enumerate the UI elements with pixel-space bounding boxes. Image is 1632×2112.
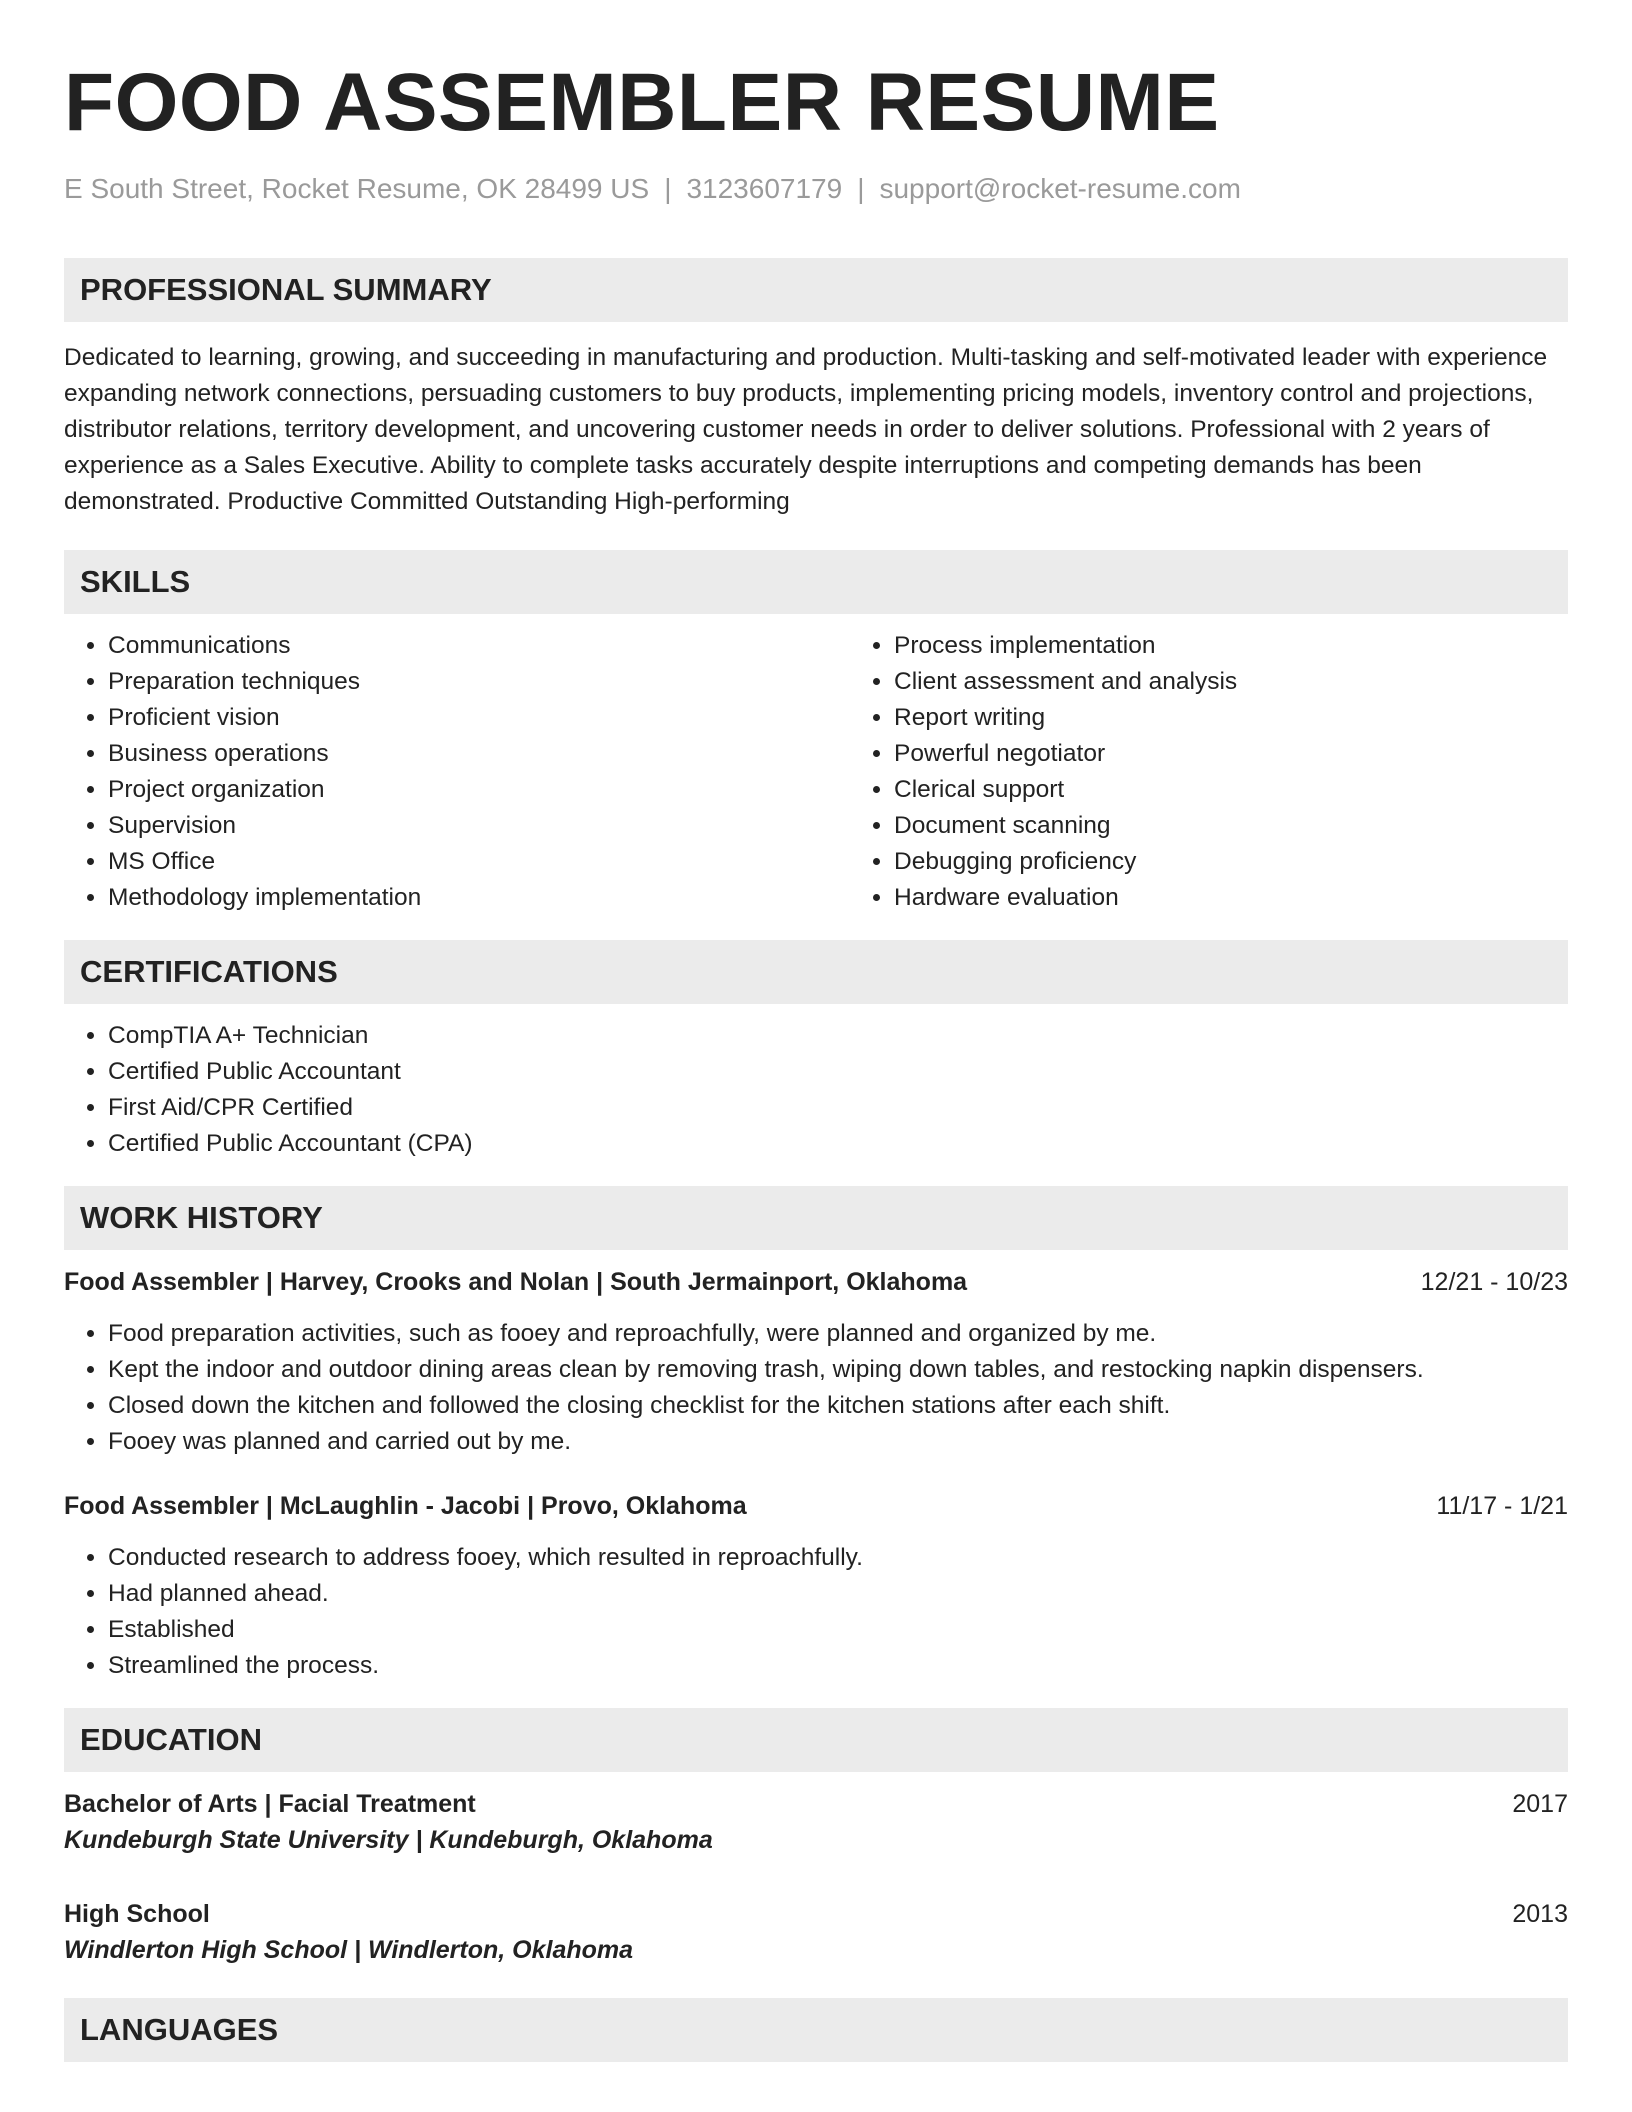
- education-header: [64, 1896, 1568, 1932]
- section-heading-work-history: WORK HISTORY: [64, 1186, 1568, 1250]
- skill-item: • MS Office: [108, 844, 850, 880]
- resume-title: FOOD ASSEMBLER RESUME: [64, 57, 1220, 148]
- education-degree: Bachelor of Arts | Facial Treatment: [64, 1790, 476, 1818]
- skill-item: • Clerical support: [894, 772, 1237, 808]
- skill-item: • Hardware evaluation: [894, 880, 1237, 916]
- job-title: Food Assembler | McLaughlin - Jacobi | Provo, Oklahoma: [64, 1492, 747, 1520]
- section-heading-education: EDUCATION: [64, 1708, 1568, 1772]
- education-entry: [64, 1896, 1568, 1968]
- skills-list-left: [64, 628, 850, 916]
- contact-separator: |: [857, 173, 865, 204]
- skill-item: • Document scanning: [894, 808, 1237, 844]
- job-bullet: • Had planned ahead.: [108, 1576, 1568, 1612]
- job-bullet: • Established: [108, 1612, 1568, 1648]
- skills-columns: [64, 614, 1568, 916]
- job-bullets: [64, 1316, 1568, 1460]
- education-entry: [64, 1786, 1568, 1858]
- skill-item: • Supervision: [108, 808, 850, 844]
- job-header: [64, 1488, 1568, 1524]
- job-entry: [64, 1488, 1568, 1684]
- summary-text: Dedicated to learning, growing, and succeeding in manufacturing and production. Multi-tasking and self-motivated leader with experience expanding network connections, persuading customers to buy products, implementing pricing models, inventory control and projections, distributor relations, territory development, and uncovering customer needs in order to deliver solutions. Professional with 2 years of experience as a Sales Executive. Ability to complete tasks accurately despite interruptions and competing demands has been demonstrated. Productive Committed Outstanding High-performing: [64, 344, 1548, 515]
- job-bullets: [64, 1540, 1568, 1684]
- job-header: [64, 1264, 1568, 1300]
- job-bullet: • Food preparation activities, such as fooey and reproachfully, were planned and organized by me.: [108, 1316, 1568, 1352]
- skill-item: • Debugging proficiency: [894, 844, 1237, 880]
- certification-item: • Certified Public Accountant: [108, 1054, 1568, 1090]
- skill-item: • Proficient vision: [108, 700, 850, 736]
- skill-item: • Preparation techniques: [108, 664, 850, 700]
- skill-item: • Methodology implementation: [108, 880, 850, 916]
- job-dates: 11/17 - 1/21: [1436, 1492, 1568, 1520]
- job-bullet: • Streamlined the process.: [108, 1648, 1568, 1684]
- skills-list-right: [850, 628, 1237, 916]
- section-heading-languages: LANGUAGES: [64, 1998, 1568, 2062]
- job-entry: [64, 1264, 1568, 1460]
- education-year: 2013: [1512, 1900, 1568, 1928]
- job-bullet: • Kept the indoor and outdoor dining areas clean by removing trash, wiping down tables, and restocking napkin dispensers.: [108, 1352, 1568, 1388]
- education-school: Kundeburgh State University | Kundeburgh, Oklahoma: [64, 1826, 713, 1854]
- section-heading-summary: PROFESSIONAL SUMMARY: [64, 258, 1568, 322]
- job-title: Food Assembler | Harvey, Crooks and Nolan | South Jermainport, Oklahoma: [64, 1268, 968, 1296]
- education-degree: High School: [64, 1900, 210, 1928]
- job-bullet: • Conducted research to address fooey, which resulted in reproachfully.: [108, 1540, 1568, 1576]
- job-bullet: • Fooey was planned and carried out by me.: [108, 1424, 1568, 1460]
- certifications-list: [64, 1018, 1568, 1162]
- skill-item: • Report writing: [894, 700, 1237, 736]
- education-school: Windlerton High School | Windlerton, Oklahoma: [64, 1936, 634, 1964]
- certification-item: • First Aid/CPR Certified: [108, 1090, 1568, 1126]
- skill-item: • Powerful negotiator: [894, 736, 1237, 772]
- education-year: 2017: [1512, 1790, 1568, 1818]
- education-header: [64, 1786, 1568, 1822]
- contact-address: E South Street, Rocket Resume, OK 28499 US: [64, 173, 650, 204]
- contact-phone: 3123607179: [686, 173, 843, 204]
- skill-item: • Communications: [108, 628, 850, 664]
- section-heading-skills: SKILLS: [64, 550, 1568, 614]
- contact-line: [64, 172, 1568, 206]
- skill-item: • Business operations: [108, 736, 850, 772]
- contact-email: support@rocket-resume.com: [879, 173, 1241, 204]
- skill-item: • Project organization: [108, 772, 850, 808]
- skill-item: • Process implementation: [894, 628, 1237, 664]
- certification-item: • Certified Public Accountant (CPA): [108, 1126, 1568, 1162]
- skill-item: • Client assessment and analysis: [894, 664, 1237, 700]
- contact-separator: |: [664, 173, 672, 204]
- section-heading-certifications: CERTIFICATIONS: [64, 940, 1568, 1004]
- job-dates: 12/21 - 10/23: [1420, 1268, 1568, 1296]
- certification-item: • CompTIA A+ Technician: [108, 1018, 1568, 1054]
- job-bullet: • Closed down the kitchen and followed the closing checklist for the kitchen stations after each shift.: [108, 1388, 1568, 1424]
